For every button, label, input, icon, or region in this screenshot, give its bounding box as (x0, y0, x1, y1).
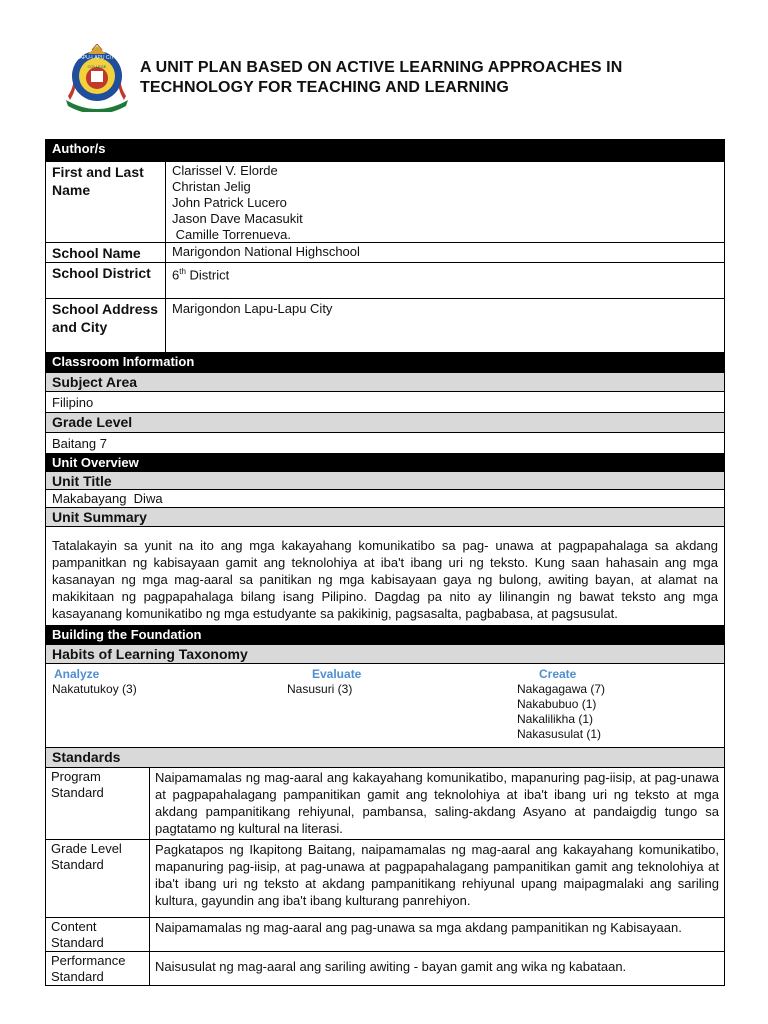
svg-text:COLLEGE: COLLEGE (87, 64, 107, 69)
taxonomy-item: Nakabubuo (1) (517, 697, 597, 711)
school-district-value: 6th District (172, 267, 230, 283)
author-name: Camille Torrenueva. (172, 227, 291, 242)
analyze-heading: Analyze (54, 667, 100, 681)
author-name: Clarissel V. Elorde (172, 163, 278, 178)
standard-label: Grade Level Standard (46, 840, 150, 917)
standard-row (46, 767, 724, 839)
author-name: John Patrick Lucero (172, 195, 287, 210)
school-name-value: Marigondon National Highschool (172, 244, 360, 259)
standard-row (46, 917, 724, 951)
evaluate-heading: Evaluate (312, 667, 362, 681)
standard-label: Performance Standard (46, 952, 150, 985)
taxonomy-row (46, 663, 724, 747)
school-district-label: School District (46, 263, 166, 298)
standard-row (46, 839, 724, 917)
school-name-label: School Name (46, 243, 166, 262)
standard-text: Naisusulat ng mag-aaral ang sariling awiting - bayan gamit ang wika ng kabataan. (155, 959, 627, 974)
standard-text: Pagkatapos ng Ikapitong Baitang, naipamamalas ng mag-aaral ang kakayahang komunikatibo, mapanuring pag-iisip, at pag-unawa at pagpapahalagang pampanitikan gamit ang teknolohiya at iba't ibang uri ng teksto at akdang pampanitikang rehiyunal upang maipagmalaki ang sariling kultura, gayundin ang iba't ibang kulturang panrehiyon. (155, 842, 719, 908)
page-title (140, 58, 740, 98)
first-last-name-label: First and Last Name (46, 162, 166, 242)
taxonomy-item: Nakatutukoy (3) (52, 682, 137, 696)
school-district-row (46, 262, 724, 298)
title-line-2: TECHNOLOGY FOR TEACHING AND LEARNING (140, 79, 509, 96)
unit-plan-table (45, 139, 725, 986)
unit-title-value: Makabayang Diwa (46, 489, 724, 507)
classroom-header: Classroom Information (46, 352, 724, 372)
subject-area-value: Filipino (46, 391, 724, 412)
create-heading: Create (539, 667, 577, 681)
school-name-row (46, 242, 724, 262)
standards-label: Standards (46, 747, 724, 767)
svg-text:LAPU-LAPU CITY: LAPU-LAPU CITY (76, 55, 118, 61)
unit-overview-header: Unit Overview (46, 453, 724, 471)
taxonomy-item: Nasusuri (3) (287, 682, 353, 696)
taxonomy-item: Nakalilikha (1) (517, 712, 594, 726)
habits-label: Habits of Learning Taxonomy (46, 644, 724, 663)
taxonomy-create (517, 667, 718, 745)
author-name: Jason Dave Macasukit (172, 211, 303, 226)
school-address-value: Marigondon Lapu-Lapu City (172, 301, 333, 316)
taxonomy-analyze (52, 667, 302, 745)
standard-row (46, 951, 724, 985)
subject-area-label: Subject Area (46, 372, 724, 391)
title-line-1: A UNIT PLAN BASED ON ACTIVE LEARNING APPROACHES IN (140, 59, 623, 76)
taxonomy-item: Nakagagawa (7) (517, 682, 606, 696)
standard-text: Naipamamalas ng mag-aaral ang kakayahang komunikatibo, mapanuring pag-iisip, at pag-unawa at pagpapahalagang pampanitikan gamit ang teknolohiya at iba't ibang uri ng teksto at mga akdang pampanitikang rehiyunal, pambansa, saling-akdang Asyano at pandaigdig tungo sa pagtatamo ng kultural na literasi. (155, 770, 719, 836)
document-header (62, 44, 742, 114)
taxonomy-evaluate (287, 667, 517, 745)
grade-level-label: Grade Level (46, 412, 724, 432)
school-address-label: School Address and City (46, 299, 166, 352)
unit-summary-text: Tatalakayin sa yunit na ito ang mga kakayahang komunikatibo sa pag- unawa at pagpapahalaga sa akdang pampanitkan ng kabisayaan gamit ang teknolohiya at iba't ibang uri ng teksto. Kung saan hahasain ang mga kasanayan ng mga mag-aaral sa panitikan ng mga kabisayaan gaya ng bulong, awiting bayan, at alamat na makikitaan ng pagpapahalaga bilang isang Pilipino. Dagdag pa nito ay lilinangin ng bawat teksto ang mga kasayanang komunikatibo ng mga estudyante sa pakikinig, pagsasalta, pagbabasa, at pagsusulat. (46, 526, 724, 625)
standard-label: Program Standard (46, 768, 150, 839)
taxonomy-item: Nakasusulat (1) (517, 727, 602, 741)
names-row (46, 161, 724, 242)
author-name: Christan Jelig (172, 179, 251, 194)
authors-header: Author/s (46, 140, 724, 161)
standard-label: Content Standard (46, 918, 150, 951)
unit-title-label: Unit Title (46, 471, 724, 489)
author-names (166, 162, 724, 242)
standard-text: Naipamamalas ng mag-aaral ang pag-unawa sa mga akdang pampanitikan ng Kabisayaan. (155, 920, 682, 935)
unit-summary-label: Unit Summary (46, 507, 724, 526)
school-address-row (46, 298, 724, 352)
foundation-header: Building the Foundation (46, 625, 724, 644)
school-logo (62, 44, 132, 112)
grade-level-value: Baitang 7 (46, 432, 724, 453)
